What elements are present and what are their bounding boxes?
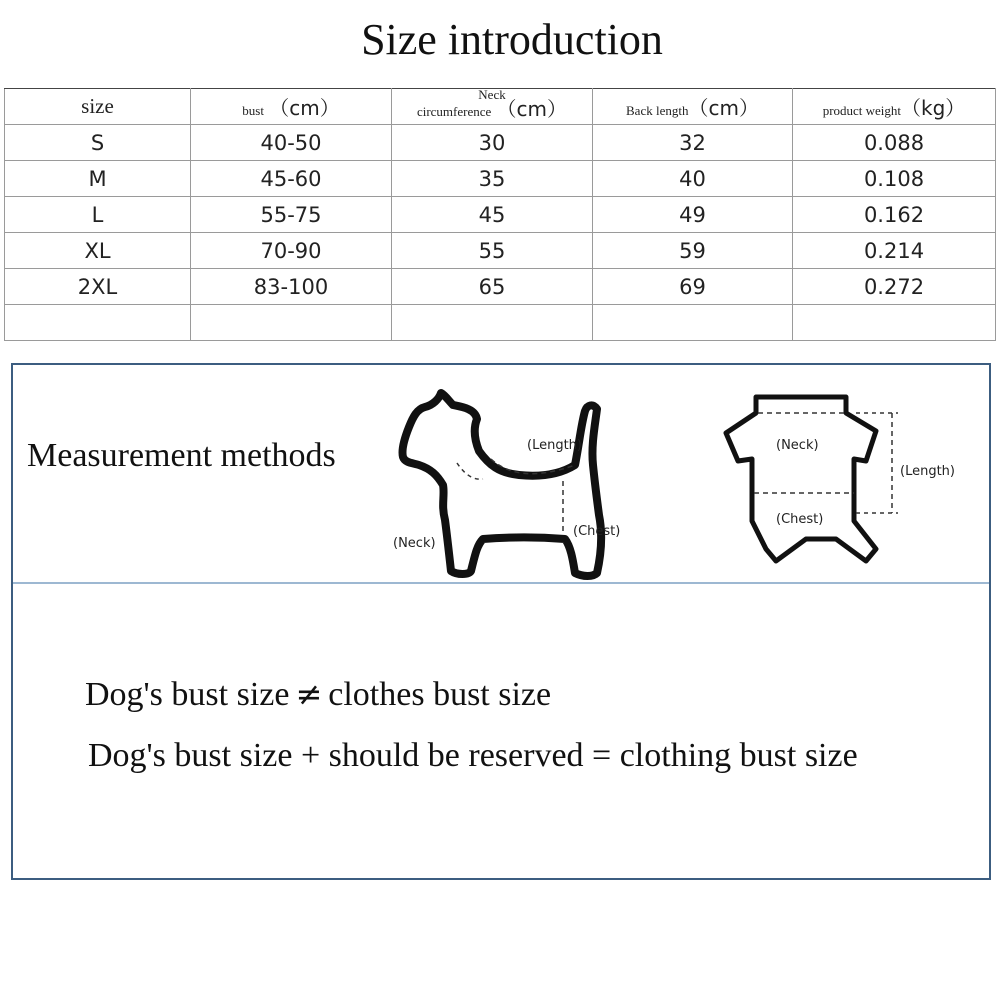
header-bust-label: bust	[242, 103, 264, 118]
measurement-panel	[11, 363, 991, 880]
clothes-chest-label: (Chest)	[776, 512, 824, 527]
table-cut-row	[5, 305, 996, 341]
clothes-length-label: (Length)	[900, 464, 955, 479]
dog-measurement-diagram	[379, 385, 629, 585]
measurement-methods-label: Measurement methods	[27, 437, 336, 474]
cell-back: 32	[593, 125, 793, 161]
table-row	[5, 197, 996, 233]
header-neck	[392, 89, 593, 125]
cell-neck: 30	[392, 125, 593, 161]
cell-back: 40	[593, 161, 793, 197]
dog-neck-label: (Neck)	[393, 536, 436, 551]
header-weight	[793, 89, 996, 125]
cell-neck: 45	[392, 197, 593, 233]
cell-size: XL	[5, 233, 191, 269]
cell-weight: 0.162	[793, 197, 996, 233]
table-row	[5, 161, 996, 197]
header-neck-line2: circumference	[416, 104, 492, 119]
cell-back: 49	[593, 197, 793, 233]
cell-neck: 35	[392, 161, 593, 197]
cell-size: S	[5, 125, 191, 161]
header-neck-unit: （cm）	[496, 97, 568, 121]
header-weight-unit: （kg）	[901, 96, 966, 120]
clothes-measurement-diagram	[716, 389, 986, 579]
cell-bust: 83-100	[191, 269, 392, 305]
table-header-row	[5, 89, 996, 125]
header-bust-unit: （cm）	[269, 96, 340, 120]
cell-weight: 0.214	[793, 233, 996, 269]
clothes-outline	[726, 397, 876, 561]
header-neck-line1: Neck	[478, 87, 506, 102]
clothes-neck-label: (Neck)	[776, 438, 819, 453]
not-equal-icon: ≠	[295, 675, 323, 713]
cell-back: 59	[593, 233, 793, 269]
panel-divider	[13, 582, 989, 584]
note-bust-difference	[85, 675, 551, 714]
cell-size: 2XL	[5, 269, 191, 305]
dog-length-label: (Length)	[527, 438, 582, 453]
cell-size: L	[5, 197, 191, 233]
cell-bust: 40-50	[191, 125, 392, 161]
note-bust-formula: Dog's bust size + should be reserved = clothing bust size	[88, 737, 858, 774]
page-title: Size introduction	[361, 15, 663, 64]
table-row	[5, 233, 996, 269]
cell-weight: 0.088	[793, 125, 996, 161]
header-back-label: Back length	[626, 103, 689, 118]
cell-bust: 45-60	[191, 161, 392, 197]
table-row	[5, 125, 996, 161]
header-back-unit: （cm）	[688, 96, 759, 120]
header-bust	[191, 89, 392, 125]
note1-left: Dog's bust size	[85, 676, 290, 713]
cell-bust: 70-90	[191, 233, 392, 269]
header-size: size	[5, 89, 191, 125]
cell-size: M	[5, 161, 191, 197]
header-back	[593, 89, 793, 125]
cell-neck: 65	[392, 269, 593, 305]
table-row	[5, 269, 996, 305]
cell-back: 69	[593, 269, 793, 305]
cell-bust: 55-75	[191, 197, 392, 233]
dog-neck-line	[457, 463, 483, 479]
cell-neck: 55	[392, 233, 593, 269]
dog-chest-label: (Chest)	[573, 524, 621, 539]
header-weight-label: product weight	[822, 103, 902, 118]
note1-right: clothes bust size	[328, 676, 552, 713]
cell-weight: 0.272	[793, 269, 996, 305]
size-table	[4, 88, 996, 341]
cell-weight: 0.108	[793, 161, 996, 197]
